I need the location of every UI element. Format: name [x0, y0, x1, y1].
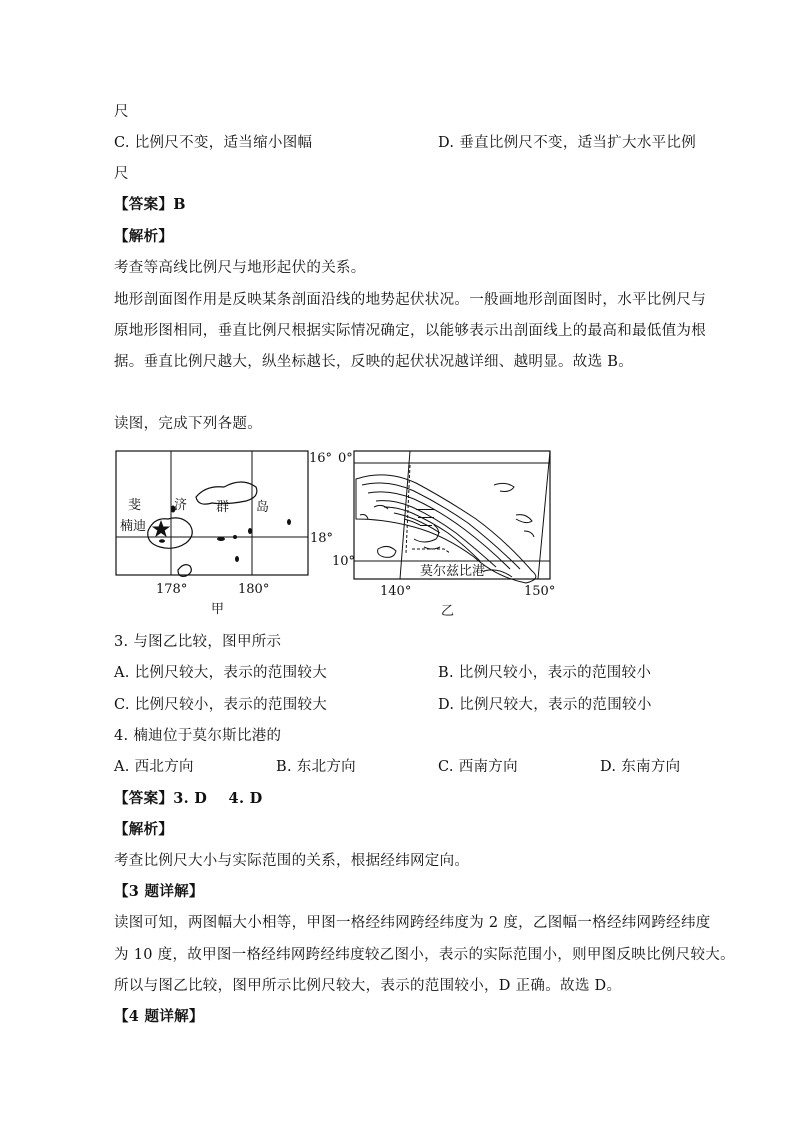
detail-3-line-2: 为 10 度，故甲图一格经纬网跨经纬度较乙图小，表示的实际范围小，则甲图反映比例尺较大。 — [114, 947, 735, 963]
map-yi-lon-150: 150° — [524, 584, 556, 599]
answer-34: 【答案】3. D 4. D — [114, 790, 263, 807]
islet-7 — [159, 539, 165, 543]
map-yi-lat-10: 10° — [332, 554, 356, 569]
reading-instruction: 读图，完成下列各题。 — [114, 416, 262, 432]
detail-3-line-1: 读图可知，两图幅大小相等，甲图一格经纬网跨经纬度为 2 度，乙图幅一格经纬网跨经纬度 — [114, 915, 711, 931]
islet-3 — [233, 535, 237, 539]
map-yi-meridian-150 — [538, 451, 550, 579]
q3-option-a: A. 比例尺较大，表示的范围较大 — [114, 665, 327, 681]
map-jia-lon-178: 178° — [156, 582, 188, 597]
map-jia-caption: 甲 — [211, 602, 225, 617]
islet-6 — [235, 556, 239, 562]
detail-3-line-3: 所以与图乙比较，图甲所示比例尺较大，表示的范围较小，D 正确。故选 D。 — [114, 978, 622, 994]
q2-analysis-line-3: 原地形图相同，垂直比例尺根据实际情况确定，以能够表示出剖面线上的最高和最低值为根 — [114, 323, 706, 339]
map-jia-lon-180: 180° — [238, 582, 270, 597]
q2-analysis-line-1: 考查等高线比例尺与地形起伏的关系。 — [114, 260, 366, 276]
label-qun: 群 — [216, 500, 230, 515]
q3-option-c: C. 比例尺较小，表示的范围较大 — [114, 697, 328, 713]
map-jia-frame — [116, 451, 308, 575]
q2-analysis-line-4: 据。垂直比例尺越大，纵坐标越长，反映的起伏状况越详细、越明显。故选 B。 — [114, 354, 634, 370]
q4-option-d: D. 东南方向 — [600, 759, 681, 775]
map-yi-caption: 乙 — [441, 604, 455, 619]
q4-option-c: C. 西南方向 — [438, 759, 518, 775]
label-dao: 岛 — [256, 500, 270, 515]
islet-4 — [248, 528, 252, 534]
analysis-line-1: 考查比例尺大小与实际范围的关系，根据经纬网定向。 — [114, 853, 470, 869]
q2-option-d-continuation: 尺 — [114, 166, 129, 182]
q4-stem: 4. 楠迪位于莫尔斯比港的 — [114, 728, 282, 744]
q2-option-d: D. 垂直比例尺不变，适当扩大水平比例 — [438, 135, 697, 151]
q3-option-d: D. 比例尺较大，表示的范围较小 — [438, 697, 652, 713]
island-viti-levu — [148, 518, 193, 548]
q4-option-b: B. 东北方向 — [276, 759, 356, 775]
q3-stem: 3. 与图乙比较，图甲所示 — [114, 634, 282, 650]
map-yi-lon-140: 140° — [380, 584, 412, 599]
q2-answer: 【答案】B — [114, 196, 186, 213]
islet-5 — [287, 519, 291, 525]
label-nandi: 楠迪 — [120, 519, 147, 534]
map-jia-svg — [114, 449, 554, 619]
islet-2 — [217, 537, 225, 541]
detail-3-heading: 【3 题详解】 — [114, 883, 204, 900]
detail-4-heading: 【4 题详解】 — [114, 1008, 204, 1025]
map-jia-lat-16: 16° — [309, 451, 333, 466]
map-yi-rivers — [416, 509, 434, 526]
label-ji: 济 — [174, 498, 188, 513]
map-jia-lat-18: 18° — [310, 531, 334, 546]
q3-option-b: B. 比例尺较小，表示的范围较小 — [438, 665, 652, 681]
q4-option-a: A. 西北方向 — [114, 759, 194, 775]
maps-figure — [114, 449, 554, 619]
map-yi-lat-0: 0° — [338, 451, 353, 466]
label-fei: 斐 — [128, 498, 142, 513]
q2-option-c: C. 比例尺不变，适当缩小图幅 — [114, 135, 313, 151]
page-top-continuation: 尺 — [114, 104, 129, 120]
analysis-heading: 【解析】 — [114, 821, 174, 838]
q2-analysis-heading: 【解析】 — [114, 228, 174, 245]
q2-analysis-line-2: 地形剖面图作用是反映某条剖面沿线的地势起伏状况。一般画地形剖面图时，水平比例尺与 — [114, 292, 706, 308]
label-port-moresby: 莫尔兹比港 — [420, 564, 486, 579]
